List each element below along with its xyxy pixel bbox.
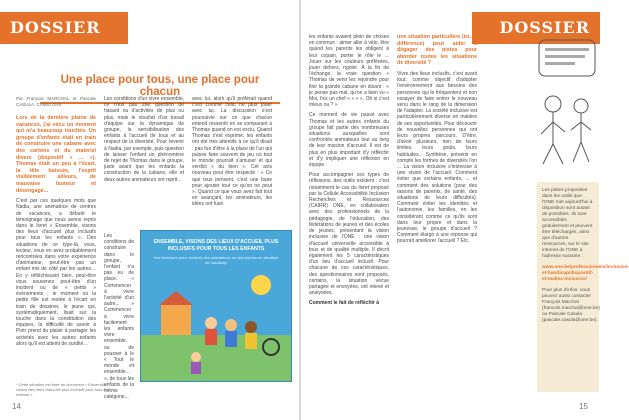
bold-question: Comment le fait de réfléchir à bbox=[309, 300, 380, 307]
lead-paragraph: Lors de la dernière plaine de vacances, j'ai vécu un moment qui m'a beaucoup touchée. Un groupe d'enfants était en train de construire une cabane avec des cartons et du matériel divers (dispositif « ... »). Thomas était un peu à l'écart, la tête baissée, l'esprit visiblement ailleurs, de mauvaise humeur et désengagé... bbox=[16, 115, 96, 194]
lead-question: une situation particulière (ici, la différence) peut aider à dégager des pistes pour aborder toutes les situations de diversité ? bbox=[397, 34, 477, 67]
dossier-banner: DOSSIER bbox=[0, 12, 128, 44]
text-column-2 bbox=[397, 34, 477, 394]
cartoon-illustration bbox=[533, 34, 601, 174]
right-page bbox=[301, 0, 629, 420]
brochure-cover-image bbox=[140, 230, 292, 382]
body-paragraph: Les conditions de construire dans le groupe, l'enfant n'a pas eu de place. « Commencer à vivre l'activité d'un autre... » Commencer à vivre facilement les enfants vivre ensemble, ou de pousser à le « Tout le monde vit ensemble... », de tous les enfants de la même catégorie... bbox=[104, 233, 134, 401]
article-title: Une place pour tous, une place pour chacun bbox=[40, 74, 280, 104]
author-line: Par François MARCHAL et Pascale CASULA, CAMSI CNS bbox=[16, 96, 96, 107]
footnote: * Cette situation est tirée du document « Ensemble, visons des lieux d'accueil plus inclusifs pour tous les enfants » bbox=[16, 382, 109, 397]
body-paragraph: C'est par ces quelques mots que Nadia, une animatrice de centres de vacances, a débuté le témoignage que nous avons repris dans le livret « Ensemble, visons des lieux d'accueil plus inclusifs pour tous les enfants ». Des situations de ce type-là, vous, lecteur, vous en avez probablement rencontrées dans votre expérience d'animateur, peut-être pas un enfant mis de côté par les autres… En y réfléchissant bien, peut-être vous souvenez peut-être d'un incident ou de « petits » événements ; le moment où la petite fille est restée à l'écart en train de dessiner, le jeune qui, systématiquement, lisait sur la touche dans la constitution des équipes, la difficulté de savoir à Piotr prend du plaisir à partager les activités avec les autres enfants alors qu'il est atteint de surdité… bbox=[16, 198, 96, 347]
resource-link[interactable]: www.one.be/professionnels/inclusion-et-handicap/dispositif-et-malles-inclusion/ bbox=[542, 265, 629, 282]
body-paragraph: avec lui, alors qu'il préférait quand c'est comme cela, ne plus jouer avec lui. La discussion s'est poursuivie sur ce que chacun entend ressentir en se comparant à Thomas quand on est exclu. Quand Thomas s'est exprimé, les enfants ont été très attentifs à ce qu'il disait : pas fun d'être à la place de l'un qui puisse faire souvent de jeu où tout le monde pourrait s'amuser et qui verdict « du bien ». Cet avis nouveau peut être respecté : « Ce que tous pensent, c'est une base pour ajouter tout ce qu'on ne peut ». Quand ce que vous avez fait tout en avançant, les animateurs, les idées ont fusé. bbox=[192, 96, 272, 208]
left-page bbox=[0, 0, 299, 420]
contact-text: Pour plus d'infos, vous pouvez aussi contacter François Marchal (francois.marchal@one.be) ou Pascale Casula (pascale.casula@one.be). bbox=[542, 288, 600, 323]
body-paragraph: Les conditions d'un vivre ensemble, ce n'est pas une question de hasard ou d'activités de plus ou plus, mais le résultat d'un travail d'équipe sur la dynamique de groupe, la sensibilisation des enfants à l'accueil de tous et au respect de la diversité. Pour revenir à Nadia, par exemple, puis question de laisser l'enfant un phénomène de rejet de Thomas dans le groupe, juste avant que les enfants la construction de la cabane, elle et deux autres animateurs ont reprit... bbox=[104, 96, 184, 183]
brochure-subtitle: Une brochure pour soutenir des animateurs ou des jeunes en situation de handicap bbox=[153, 255, 279, 265]
text-column-2 bbox=[104, 96, 184, 228]
brochure-title: ENSEMBLE, VISONS DES LIEUX D'ACCUEIL PLUS INCLUSIFS POUR TOUS LES ENFANTS bbox=[153, 239, 279, 252]
resources-sidebar bbox=[537, 182, 629, 392]
text-column-1 bbox=[309, 34, 389, 394]
page-number: 15 bbox=[579, 402, 588, 411]
body-paragraph: Vivre des lieux inclusifs, c'est avant tout, comme objectif d'adopter l'environnement aux besoins des personnes qui le fréquentent et non essayer de faire entrer le nouveau venu dans le rang de la dimension de l'adapter. La société inclusive est particulièrement diverse en matière de ses opportunités. Pour découvrir de nouvelles personnes qui ont leurs propres parcours. D'être, d'avoir plusieurs, rien de leurs limites, leurs goûts, leurs habitudes... Synthèse, prévenir en compte les formes de diversités l'on ... La vision inclusive s'intéresse à une vision de l'accueil. Comment éviter que certains enfants, ... et comment des solutions (pour des raisons de parents, de santé, des situations de leurs difficultés). Comment éviter les identités et l'autonomie, les familles, en les considérant comme ce qu'ils sont dans leur propre et dans la jeunesse, le groupe d'accueil ? Comment élargir à une réponse qui pourrait améliorer l'accueil ? Etc. bbox=[397, 70, 477, 245]
brochure-illustration bbox=[141, 265, 291, 381]
body-paragraph: les enfants avaient plein de choses en commun : aimer aller à vélo, être quand les parents les obligent à leur copain, porter le rôle le ... Jouer sur les couleurs préférées, jouer dehors, rigoler. À la fin de l'échange, la vraie question « Thomas de venir les rejoindre pour finir la grande cabane en disant : « je pense pas mal, qu'on a bien vu « Moi, t'es un chef « » « ». Oh si c'est mieux ou ? » bbox=[309, 34, 389, 109]
page-number: 14 bbox=[12, 402, 21, 411]
text-column-3 bbox=[192, 96, 272, 226]
body-paragraph: Pour accompagner ces types de réflexions, des outils existent : c'est notamment le cas du livret proposé par la Cellule Accessibilité Inclusion Recherches et Ressources (CAIRR) ONE, en collaboration avec des professionnels de la pédagogie, de l'éducation, des fédérations de jeunes et des écoles de jeunes, présentant la vision inclusive de l'ONE : une vision d'accueil universelle accessible à tous et de qualité multiple. Il décrit également les 5 caractéristiques d'un lieu d'accueil inclusif. Pour chacune de ces caractéristiques, des questionnaires sont proposés, certains, la situation vécue partagée et envoyées, ont relevé et analysées. bbox=[309, 172, 389, 297]
text-column-2b bbox=[104, 233, 134, 401]
body-paragraph: Ce moment de vie passé avec Thomas et les autres enfants du groupe fait partie des nombreuses situations auxquelles sont confrontés animateurs tout au long de leur mission d'accueil. Il est de plus en plus important d'y réfléchir et d'y impliquer une réflexion en équipe. bbox=[309, 112, 389, 169]
sidebar-text: Les pistes proposées dans les outils que l'ONE met aujourd'hui à disposition sont autant de possibles. Ils sont accessibles gratuitement et peuvent être téléchargés, ainsi que d'autres ressources, sur le site internet de l'ONE à l'adresse suivante : bbox=[542, 188, 593, 259]
dossier-banner: DOSSIER bbox=[472, 12, 600, 44]
text-column-1 bbox=[16, 96, 96, 376]
